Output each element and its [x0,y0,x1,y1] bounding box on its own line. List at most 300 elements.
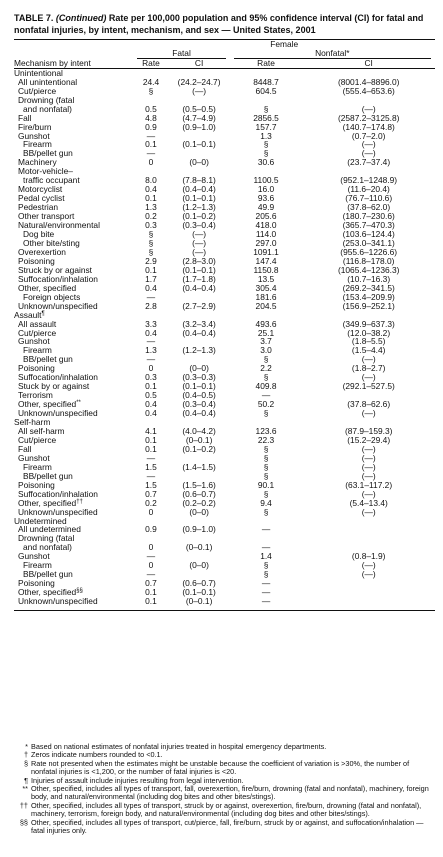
fatal-rate-cell: 24.4 [142,76,160,87]
mechanism-cell: Other, specified [18,282,77,293]
nonfatal-ci-cell: (—) [361,354,376,365]
fatal-rate-cell: 0.5 [145,103,157,114]
nonfatal-ci-cell: (349.9–637.3) [342,318,395,329]
nonfatal-ci-cell: (—) [361,103,376,114]
nonfatal-ci-cell: (12.0–38.2) [347,327,391,338]
mechanism-cell: Pedal cyclist [18,193,65,204]
nonfatal-rate-cell: — [261,542,271,553]
fatal-ci-cell: (0–0) [189,363,209,374]
nonfatal-rate-cell: 2.2 [260,363,272,374]
footnote-text: Zeros indicate numbers rounded to <0.1. [31,750,163,760]
fatal-rate-cell: 8.0 [145,175,157,186]
nonfatal-ci-cell: (—) [361,148,376,159]
nonfatal-ci-cell: (1.8–2.7) [351,363,386,374]
fatal-ci-cell: (1.4–1.5) [182,461,216,472]
fatal-ci-cell: (0.1–0.1) [182,139,216,150]
title-continued: (Continued) [55,13,107,23]
mechanism-cell: Gunshot [18,130,50,141]
mechanism-cell: Unknown/unspecified [18,300,98,311]
table-row [14,579,435,588]
mechanism-cell: Cut/pierce [18,327,57,338]
mechanism-cell: Fire/burn [18,121,52,132]
fatal-rate-cell: — [146,336,156,347]
footnote-mark: * [25,742,28,751]
nonfatal-ci-cell: (269.2–341.5) [342,282,395,293]
nonfatal-ci-cell: (37.8–62.0) [347,202,391,213]
nonfatal-rate-cell: 205.6 [255,211,277,222]
nonfatal-ci-cell: (952.1–1248.9) [340,175,398,186]
mechanism-cell: All unintentional [18,76,78,87]
fatal-ci-cell: (0.9–1.0) [182,524,216,535]
mechanism-cell: Machinery [18,157,57,168]
nonfatal-ci-cell: (253.0–341.1) [342,237,395,248]
mechanism-cell: BB/pellet gun [23,148,73,159]
nonfatal-ci-cell: (292.1–527.5) [342,381,395,392]
nonfatal-ci-cell: (—) [361,461,376,472]
mechanism-cell: Drowning (fatal [18,533,75,544]
footnote-mark: †† [19,800,28,810]
table-row [14,302,435,311]
table-row [14,525,435,534]
header-female: Female [133,40,435,49]
nonfatal-ci-cell: (1.8–5.5) [351,336,386,347]
table-row [14,508,435,517]
header-fatal-rate: Rate [133,59,168,68]
nonfatal-rate-cell: 418.0 [255,220,277,231]
nonfatal-rate-cell: 16.0 [257,184,275,195]
nonfatal-rate-cell: § [263,506,269,517]
fatal-rate-cell: 0.2 [145,211,157,222]
nonfatal-rate-cell: 3.0 [260,345,272,356]
fatal-rate-cell: § [148,237,154,248]
header-row-columns [14,59,435,68]
nonfatal-ci-cell: (63.1–117.2) [345,479,393,490]
mechanism-cell: Suffocation/inhalation [18,488,98,499]
fatal-ci-cell: (0.1–0.1) [182,381,216,392]
fatal-ci-cell: (0.1–0.1) [182,264,216,275]
fatal-rate-cell: — [146,291,156,302]
nonfatal-ci-cell: (103.6–124.4) [342,229,395,240]
fatal-ci-cell: (0–0) [189,157,209,168]
header-nonfatal-ci: CI [302,59,435,68]
nonfatal-ci-cell: (156.9–252.1) [342,300,395,311]
mechanism-cell: Other, specified†† [18,497,83,508]
mechanism-cell: Poisoning [18,255,55,266]
fatal-ci-cell: (24.2–24.7) [177,76,221,87]
nonfatal-ci-cell: (—) [361,569,376,580]
nonfatal-rate-cell: 25.1 [257,327,275,338]
nonfatal-rate-cell: 1100.5 [253,175,279,186]
fatal-ci-cell: (4.7–4.9) [182,112,216,123]
footnote-mark: † [23,750,28,760]
nonfatal-ci-cell: (—) [361,470,376,481]
nonfatal-rate-cell: 93.6 [257,193,275,204]
table-bottom-rule [14,606,435,611]
mechanism-cell: Other, specified** [18,399,81,410]
nonfatal-rate-cell: § [263,560,269,571]
nonfatal-rate-cell: 157.7 [255,121,277,132]
fatal-rate-cell: 0.1 [145,381,157,392]
nonfatal-rate-cell: 181.6 [255,291,277,302]
mechanism-cell: All assault [18,318,57,329]
fatal-rate-cell: 0 [148,506,154,517]
mechanism-cell: Undetermined [14,515,67,526]
nonfatal-ci-cell: (1065.4–1236.3) [337,264,400,275]
fatal-rate-cell: 1.5 [145,461,157,472]
table-row [14,597,435,606]
nonfatal-rate-cell: 204.5 [255,300,277,311]
mechanism-cell: All undetermined [18,524,81,535]
nonfatal-rate-cell: 147.4 [255,255,277,266]
fatal-rate-cell: 0.1 [145,264,157,275]
header-fatal-ci: CI [169,59,230,68]
nonfatal-ci-cell: (—) [361,488,376,499]
nonfatal-rate-cell: — [261,587,271,598]
fatal-rate-cell: 0.1 [145,596,157,607]
nonfatal-ci-cell: (76.7–110.6) [345,193,393,204]
fatal-ci-cell: (0.4–0.4) [182,184,216,195]
nonfatal-ci-cell: (—) [361,139,376,150]
nonfatal-rate-cell: § [263,408,269,419]
nonfatal-rate-cell: 22.3 [257,434,275,445]
nonfatal-rate-cell: — [261,390,271,401]
nonfatal-rate-cell: § [263,372,269,383]
nonfatal-rate-cell: 114.0 [255,229,277,240]
fatal-rate-cell: 1.3 [145,345,157,356]
header-mechanism: Mechanism by intent [14,59,133,68]
fatal-ci-cell: (0–0) [189,506,209,517]
fatal-ci-cell: (0.4–0.5) [182,390,216,401]
nonfatal-rate-cell: § [263,103,269,114]
nonfatal-ci-cell: (10.7–16.3) [347,273,391,284]
nonfatal-ci-cell: (—) [361,560,376,571]
mechanism-cell: Suffocation/inhalation [18,372,98,383]
fatal-ci-cell: (—) [192,85,207,96]
title-text: Rate per 100,000 population and 95% confidence interval (CI) for fatal and nonfatal injuries, by intent, mechanism, and sex — United States, 2001 [14,13,424,35]
footnotes [14,743,437,835]
fatal-ci-cell: (0.3–0.3) [182,372,216,383]
footnote-mark: ¶ [24,775,28,785]
fatal-ci-cell: (3.2–3.4) [182,318,216,329]
fatal-ci-cell: (0.1–0.1) [182,193,216,204]
mechanism-cell: All self-harm [18,425,65,436]
nonfatal-ci-cell [302,597,435,606]
nonfatal-ci-cell: (—) [361,443,376,454]
nonfatal-ci-cell: (555.4–653.6) [342,85,395,96]
nonfatal-rate-cell: 297.0 [255,237,277,248]
nonfatal-rate-cell: — [261,596,271,607]
nonfatal-ci-cell: (—) [361,506,376,517]
fatal-rate-cell: § [148,229,154,240]
nonfatal-ci-cell: (37.8–62.6) [347,399,391,410]
mechanism-cell: Cut/pierce [18,85,57,96]
fatal-ci-cell: (1.2–1.3) [182,202,216,213]
mechanism-cell: Fall [18,443,32,454]
fatal-ci-cell: (—) [192,237,207,248]
nonfatal-ci-cell: (955.6–1226.6) [340,246,398,257]
nonfatal-rate-cell: 1.3 [260,130,272,141]
nonfatal-rate-cell: 305.4 [255,282,277,293]
mechanism-cell: BB/pellet gun [23,354,73,365]
fatal-rate-cell: 1.3 [145,202,157,213]
nonfatal-ci-cell: (116.8–178.0) [342,255,395,266]
nonfatal-rate-cell: § [263,148,269,159]
fatal-rate-cell: — [146,130,156,141]
table-row [14,570,435,579]
fatal-ci-cell: (0.3–0.4) [182,220,216,231]
fatal-rate-cell: 0.3 [145,372,157,383]
fatal-rate-cell: 0.1 [145,193,157,204]
header-fatal: Fatal [133,49,229,59]
nonfatal-ci-cell: (87.9–159.3) [344,425,393,436]
fatal-rate-cell: 0.4 [145,282,157,293]
fatal-rate-cell: — [146,470,156,481]
fatal-ci-cell: (0.1–0.2) [182,211,216,222]
mechanism-cell: Unknown/unspecified [18,408,98,419]
fatal-ci-cell: (0.6–0.7) [182,488,216,499]
nonfatal-ci-cell [302,534,435,543]
nonfatal-rate-cell: 9.4 [260,497,272,508]
nonfatal-rate-cell: 1091.1 [253,246,279,257]
nonfatal-rate-cell: 123.6 [255,425,277,436]
mechanism-cell: Other bite/sting [23,237,80,248]
fatal-ci-cell: (0.4–0.4) [182,327,216,338]
fatal-rate-cell: 0 [148,542,154,553]
title-prefix: TABLE 7. [14,13,56,23]
nonfatal-ci-cell [302,517,435,526]
table-row [14,87,435,96]
fatal-rate-cell: 0.4 [145,327,157,338]
fatal-rate-cell: — [146,551,156,562]
footnote-marker: †† [76,498,83,505]
nonfatal-rate-cell: § [263,354,269,365]
fatal-ci-cell: (0.1–0.2) [182,443,216,454]
footnote [14,760,437,777]
nonfatal-ci-cell: (153.4–209.9) [342,291,395,302]
fatal-rate-cell: 0.1 [145,443,157,454]
fatal-ci-cell: (—) [192,229,207,240]
mechanism-cell: Firearm [23,461,52,472]
fatal-ci-cell: (0–0) [189,560,209,571]
fatal-rate-cell: 0 [148,560,154,571]
nonfatal-rate-cell: 90.1 [257,479,275,490]
fatal-ci-cell: (0.2–0.2) [182,497,216,508]
mechanism-cell: BB/pellet gun [23,569,73,580]
nonfatal-rate-cell: § [263,139,269,150]
mechanism-cell: Suffocation/inhalation [18,273,98,284]
mechanism-cell: Cut/pierce [18,434,57,445]
nonfatal-rate-cell: — [261,578,271,589]
nonfatal-rate-cell: 13.5 [257,273,275,284]
mechanism-cell: Fall [18,112,32,123]
fatal-rate-cell: 1.5 [145,479,157,490]
mechanism-cell: Gunshot [18,551,50,562]
mechanism-cell: Unintentional [14,67,63,78]
nonfatal-rate-cell: § [263,488,269,499]
fatal-rate-cell: 0.5 [145,390,157,401]
mechanism-cell: Natural/environmental [18,220,100,231]
nonfatal-rate-cell: 1150.8 [253,264,279,275]
mechanism-cell: Other transport [18,211,75,222]
fatal-ci-cell: (4.0–4.2) [182,425,216,436]
nonfatal-ci-cell: (23.7–37.4) [347,157,391,168]
fatal-rate-cell: 0 [148,363,154,374]
footnote-marker: ¶ [41,310,45,317]
fatal-ci-cell: (2.7–2.9) [182,300,216,311]
mechanism-cell: Motorcyclist [18,184,63,195]
fatal-ci-cell: (1.7–1.8) [182,273,216,284]
fatal-rate-cell: — [146,148,156,159]
mechanism-cell: Other, specified§§ [18,587,83,598]
nonfatal-rate-cell: — [261,524,271,535]
footnote-text: Other, specified, includes all types of transport, struck by or against, overexertion, fire/burn, drowning (fatal and nonfatal), machinery, terrorism, foreign body, and natural/environmental (including dog bites and other bites/stings). [31,800,422,819]
nonfatal-ci-cell: (1.5–4.4) [351,345,386,356]
fatal-rate-cell: — [146,452,156,463]
fatal-ci-cell: (7.8–8.1) [182,175,216,186]
fatal-ci-cell: (0–0.1) [185,542,213,553]
fatal-ci-cell: (0.4–0.4) [182,408,216,419]
footnote-text: Other, specified, includes all types of transport, cut/pierce, fall, fire/burn, struck by or against, and suffocation/inhalation — fatal injuries only. [31,817,424,836]
nonfatal-rate-cell: 8448.7 [253,76,279,87]
nonfatal-ci-cell [302,579,435,588]
fatal-rate-cell: 0.7 [145,488,157,499]
fatal-ci-cell: (1.2–1.3) [182,345,216,356]
mechanism-cell: Firearm [23,560,52,571]
nonfatal-rate-cell: 30.6 [257,157,275,168]
nonfatal-ci-cell: (—) [361,372,376,383]
mechanism-cell: Overexertion [18,246,66,257]
fatal-rate-cell: 0.4 [145,408,157,419]
fatal-rate-cell: 0.7 [145,578,157,589]
mechanism-cell: Terrorism [18,390,53,401]
mechanism-cell: Poisoning [18,363,55,374]
fatal-rate-cell: § [148,246,154,257]
fatal-ci-cell: (0.4–0.4) [182,282,216,293]
mechanism-cell: Self-harm [14,417,51,428]
mechanism-cell: Unknown/unspecified [18,506,98,517]
fatal-ci-cell: (0.5–0.5) [182,103,216,114]
nonfatal-ci-cell: (8001.4–8896.0) [337,76,400,87]
mechanism-cell: Firearm [23,345,52,356]
header-nonfatal: Nonfatal* [230,49,435,59]
nonfatal-rate-cell: § [263,461,269,472]
nonfatal-ci-cell: (0.8–1.9) [351,551,386,562]
mechanism-cell: Assault¶ [14,309,45,320]
mechanism-cell: Struck by or against [18,264,93,275]
fatal-ci-cell: (2.8–3.0) [182,255,216,266]
fatal-rate-cell: — [146,569,156,580]
table-title [14,12,434,36]
mechanism-cell: Unknown/unspecified [18,596,98,607]
mechanism-cell: Stuck by or against [18,381,90,392]
fatal-ci-cell: (0–0.1) [185,434,213,445]
fatal-rate-cell: 0.1 [145,434,157,445]
nonfatal-rate-cell: 49.9 [257,202,275,213]
footnote [14,785,437,802]
table-row [14,382,435,391]
footnote-mark: ** [22,784,28,794]
mechanism-cell: Gunshot [18,336,50,347]
nonfatal-ci-cell: (2587.2–3125.8) [337,112,400,123]
fatal-rate-cell: 0.9 [145,121,157,132]
mechanism-cell: Motor-vehicle– [18,166,73,177]
mechanism-cell: Gunshot [18,452,50,463]
footnote-mark: §§ [19,817,28,827]
fatal-rate-cell: 2.9 [145,255,157,266]
nonfatal-rate-cell: § [263,569,269,580]
mechanism-cell: BB/pellet gun [23,470,73,481]
footnote-marker: ** [76,400,81,407]
fatal-rate-cell: 3.3 [145,318,157,329]
nonfatal-ci-cell: (0.7–2.0) [351,130,386,141]
mechanism-cell: Firearm [23,139,52,150]
header-nonfatal-rate: Rate [230,59,303,68]
fatal-ci-cell: (0.1–0.1) [182,587,216,598]
fatal-rate-cell: 0.1 [145,139,157,150]
nonfatal-ci-cell [302,588,435,597]
footnote-text: Rate not presented when the estimates might be unstable because the coefficient of variation is >30%, the number of nonfatal injuries is <1,200, or the number of fatal injuries is <20. [31,758,410,777]
mechanism-cell: Poisoning [18,479,55,490]
footnote [14,819,437,836]
nonfatal-ci-cell: (—) [361,452,376,463]
nonfatal-rate-cell: 493.6 [255,318,277,329]
footnote-text: Other, specified, includes all types of transport, fall, overexertion, fire/burn, drowning (fatal and nonfatal), machinery, foreign body, and natural/environmental (including dog bites and other bites/stings). [31,784,429,802]
nonfatal-rate-cell: § [263,443,269,454]
injury-rate-table [14,39,435,611]
nonfatal-rate-cell: 3.7 [260,336,272,347]
nonfatal-ci-cell: (140.7–174.8) [342,121,395,132]
nonfatal-rate-cell: 409.8 [255,381,277,392]
nonfatal-rate-cell: 2856.5 [253,112,279,123]
mechanism-cell: Foreign objects [23,291,81,302]
nonfatal-ci-cell: (5.4–13.4) [349,497,388,508]
mechanism-cell: and nonfatal) [23,542,72,553]
fatal-rate-cell: 0.2 [145,497,157,508]
mechanism-cell: Dog bite [23,229,55,240]
fatal-rate-cell: 4.8 [145,112,157,123]
fatal-rate-cell: § [148,85,154,96]
nonfatal-rate-cell: 1.4 [260,551,272,562]
mechanism-cell: Pedestrian [18,202,59,213]
fatal-rate-cell: 1.7 [145,273,157,284]
fatal-rate-cell: 0.3 [145,220,157,231]
fatal-rate-cell: 0.4 [145,399,157,410]
footnote-text: Injuries of assault include injuries resulting from legal intervention. [31,775,244,785]
table-row [14,409,435,418]
nonfatal-ci-cell [302,525,435,534]
footnote-marker: §§ [76,588,83,595]
table-row [14,158,435,167]
fatal-ci-cell: (0.3–0.4) [182,399,216,410]
fatal-ci-cell: (—) [192,246,207,257]
fatal-rate-cell: 0.4 [145,184,157,195]
fatal-ci-cell: (0–0.1) [185,596,213,607]
table-row [14,534,435,543]
footnote [14,802,437,819]
table-body [14,68,435,606]
fatal-ci-cell: (1.5–1.6) [182,479,216,490]
fatal-ci-cell: (0.9–1.0) [182,121,216,132]
nonfatal-ci-cell: (365.7–470.3) [342,220,395,231]
mechanism-cell: Poisoning [18,578,55,589]
fatal-rate-cell: 2.8 [145,300,157,311]
nonfatal-rate-cell: 604.5 [255,85,277,96]
mechanism-cell: Drowning (fatal [18,94,75,105]
nonfatal-ci-cell: (11.6–20.4) [347,184,390,195]
header-row-sex [14,40,435,49]
fatal-rate-cell: 0.9 [145,524,157,535]
nonfatal-rate-cell: 50.2 [257,399,275,410]
